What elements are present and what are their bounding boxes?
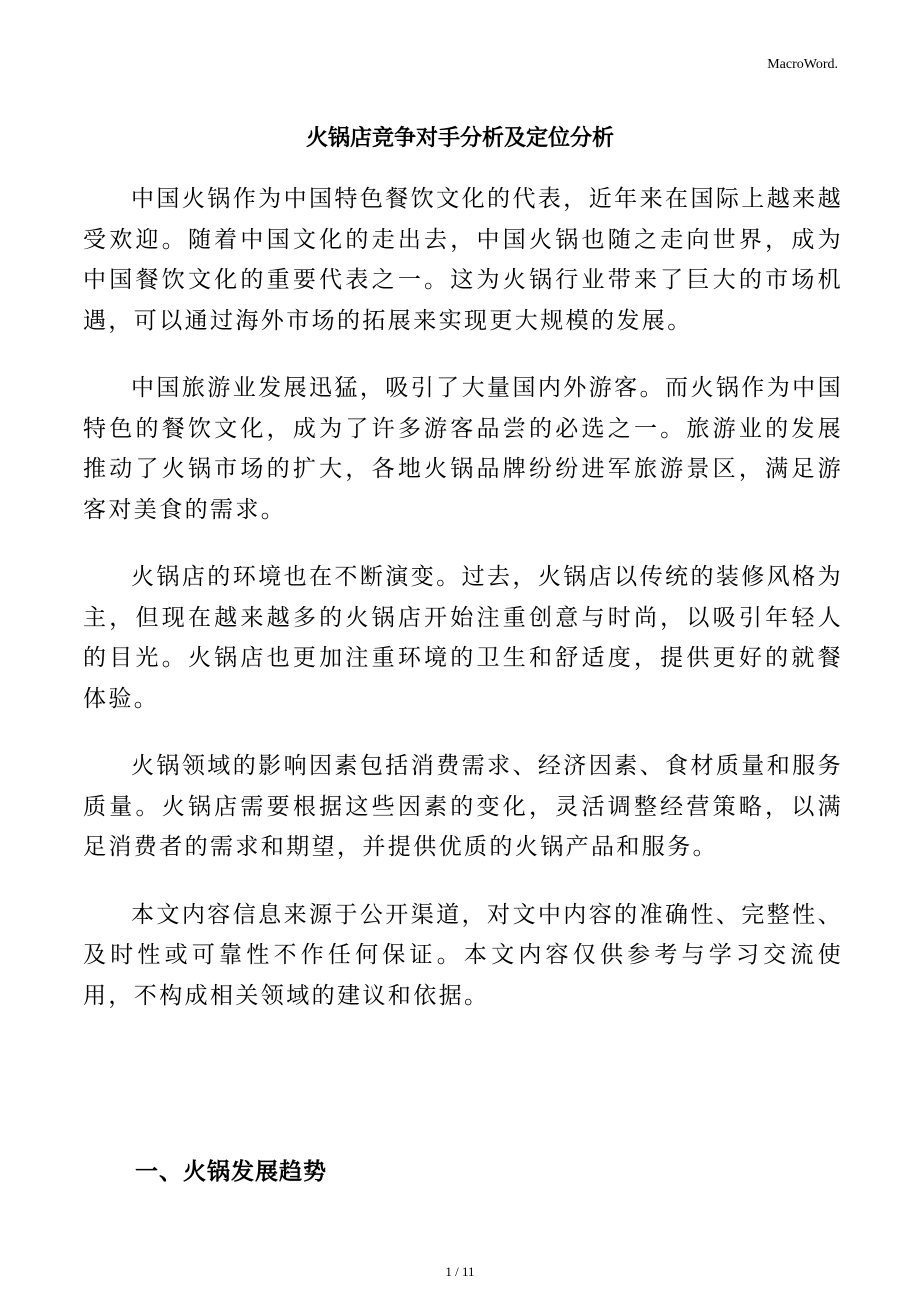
document-body (83, 179, 843, 1043)
page-number: 1 / 11 (445, 1264, 475, 1279)
paragraph: 中国旅游业发展迅猛，吸引了大量国内外游客。而火锅作为中国特色的餐饮文化，成为了许多游客品尝的必选之一。旅游业的发展推动了火锅市场的扩大，各地火锅品牌纷纷进军旅游景区，满足游客对美食的需求。 (83, 375, 843, 523)
paragraph: 本文内容信息来源于公开渠道，对文中内容的准确性、完整性、及时性或可靠性不作任何保证。本文内容仅供参考与学习交流使用，不构成相关领域的建议和依据。 (83, 901, 843, 1009)
paragraph: 火锅领域的影响因素包括消费需求、经济因素、食材质量和服务质量。火锅店需要根据这些因素的变化，灵活调整经营策略，以满足消费者的需求和期望，并提供优质的火锅产品和服务。 (83, 753, 843, 860)
header-watermark: MacroWord. (767, 57, 838, 72)
section-heading: 一、火锅发展趋势 (135, 1158, 327, 1185)
paragraph: 火锅店的环境也在不断演变。过去，火锅店以传统的装修风格为主，但现在越来越多的火锅店开始注重创意与时尚，以吸引年轻人的目光。火锅店也更加注重环境的卫生和舒适度，提供更好的就餐体验。 (83, 564, 843, 712)
paragraph: 中国火锅作为中国特色餐饮文化的代表，近年来在国际上越来越受欢迎。随着中国文化的走出去，中国火锅也随之走向世界，成为中国餐饮文化的重要代表之一。这为火锅行业带来了巨大的市场机遇，可以通过海外市场的拓展来实现更大规模的发展。 (83, 186, 843, 334)
document-title: 火锅店竞争对手分析及定位分析 (305, 125, 614, 151)
